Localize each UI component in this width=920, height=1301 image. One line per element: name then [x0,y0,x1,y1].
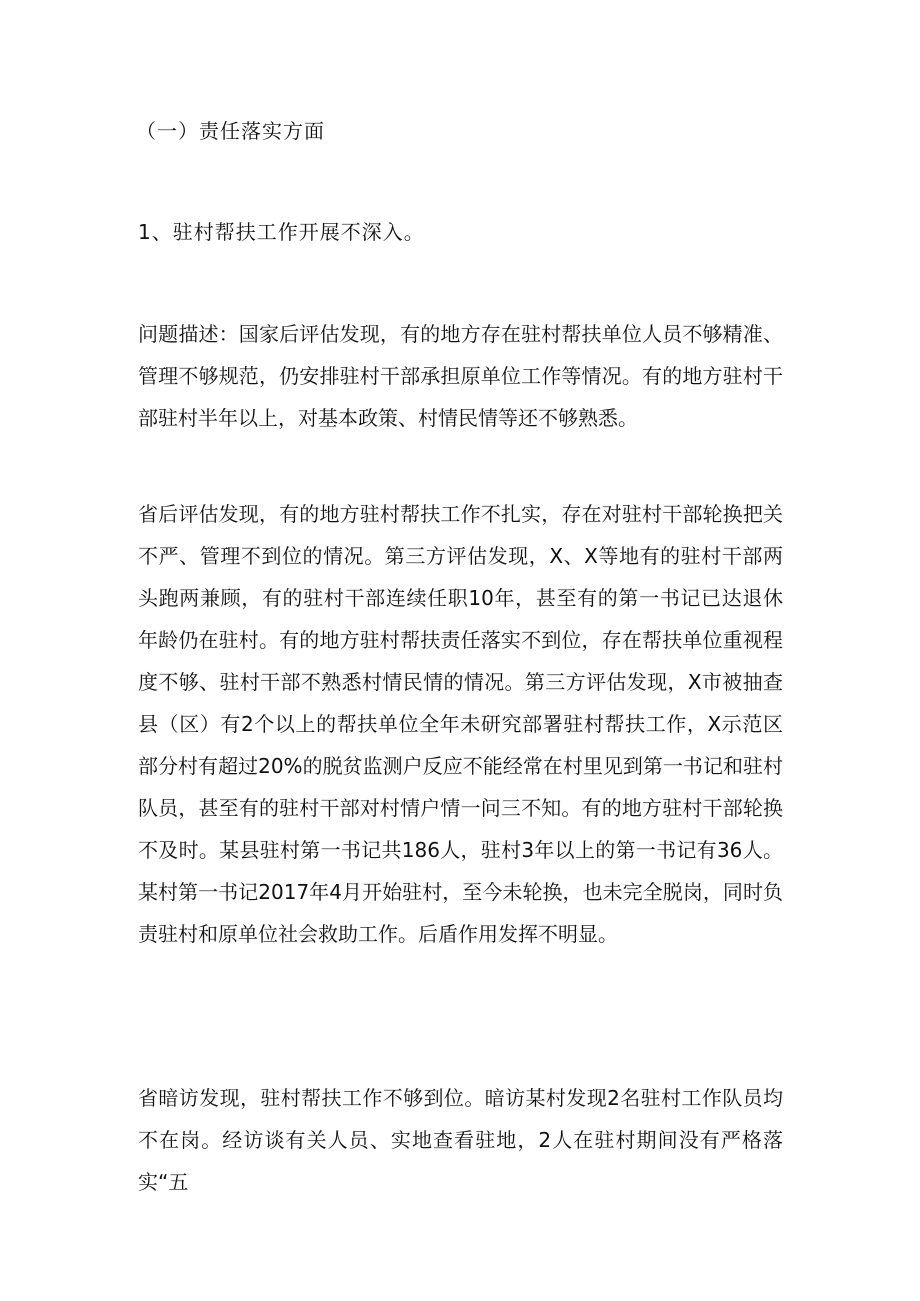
paragraph-provincial-evaluation: 省后评估发现，有的地方驻村帮扶工作不扎实，存在对驻村干部轮换把关不严、管理不到位的情况。第三方评估发现，X、X等地有的驻村干部两头跑两兼顾，有的驻村干部连续任职10年，甚至有的第一书记已达退休年龄仍在驻村。有的地方驻村帮扶责任落实不到位，存在帮扶单位重视程度不够、驻村干部不熟悉村情民情的情况。第三方评估发现，X市被抽查县（区）有2个以上的帮扶单位全年未研究部署驻村帮扶工作，X示范区部分村有超过20%的脱贫监测户反应不能经常在村里见到第一书记和驻村队员，甚至有的驻村干部对村情户情一问三不知。有的地方驻村干部轮换不及时。某县驻村第一书记共186人，驻村3年以上的第一书记有36人。某村第一书记2017年4月开始驻村，至今未轮换，也未完全脱岗，同时负责驻村和原单位社会救助工作。后盾作用发挥不明显。 [138,502,783,946]
item-heading: 1、驻村帮扶工作开展不深入。 [138,220,425,244]
section-heading: （一）责任落实方面 [136,119,325,143]
paragraph-problem-description: 问题描述：国家后评估发现，有的地方存在驻村帮扶单位人员不够精准、管理不够规范，仍安排驻村干部承担原单位工作等情况。有的地方驻村干部驻村半年以上，对基本政策、村情民情等还不够熟悉。 [138,322,783,430]
paragraph-provincial-inspection: 省暗访发现，驻村帮扶工作不够到位。暗访某村发现2名驻村工作队员均不在岗。经访谈有关人员、实地查看驻地，2人在驻村期间没有严格落实“五 [138,1086,783,1194]
